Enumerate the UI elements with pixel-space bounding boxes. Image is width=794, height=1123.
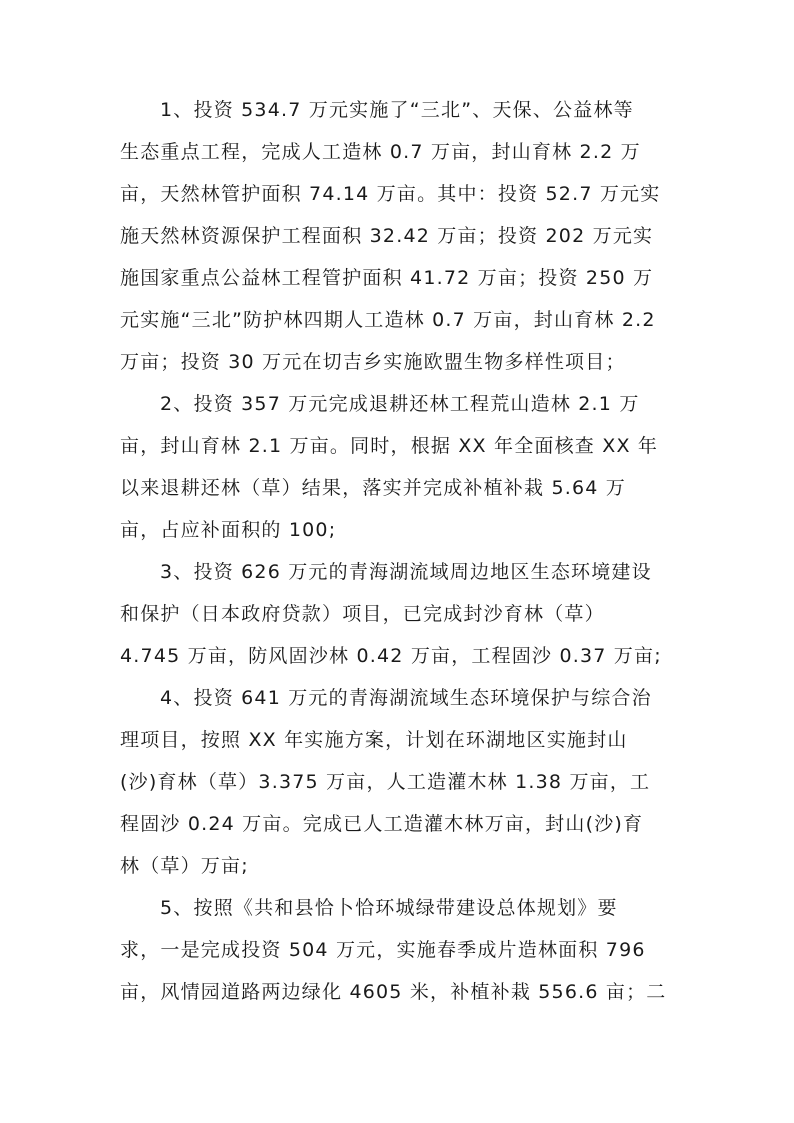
paragraph-2-line-1: 2、投资 357 万元完成退耕还林工程荒山造林 2.1 万: [160, 393, 640, 415]
paragraph-5-line-2: 求，一是完成投资 504 万元，实施春季成片造林面积 796: [120, 939, 646, 961]
paragraph-5-line-1: 5、按照《共和县恰卜恰环城绿带建设总体规划》要: [160, 897, 618, 919]
paragraph-4-line-1: 4、投资 641 万元的青海湖流域生态环境保护与综合治: [160, 687, 652, 709]
paragraph-3-line-2: 和保护（日本政府贷款）项目，已完成封沙育林（草）: [120, 603, 605, 625]
paragraph-1-line-1: 1、投资 534.7 万元实施了“三北”、天保、公益林等: [160, 99, 634, 121]
paragraph-3-line-3: 4.745 万亩，防风固沙林 0.42 万亩，工程固沙 0.37 万亩;: [120, 645, 662, 667]
paragraph-1-line-6: 元实施“三北”防护林四期人工造林 0.7 万亩，封山育林 2.2: [120, 309, 656, 331]
paragraph-2-line-2: 亩，封山育林 2.1 万亩。同时，根据 XX 年全面核查 XX 年: [120, 435, 659, 457]
paragraph-4-line-5: 林（草）万亩;: [120, 855, 249, 877]
paragraph-1-line-7: 万亩；投资 30 万元在切吉乡实施欧盟生物多样性项目；: [120, 351, 626, 373]
paragraph-4-line-3: (沙)育林（草）3.375 万亩，人工造灌木林 1.38 万亩，工: [120, 771, 651, 793]
paragraph-4-line-2: 理项目，按照 XX 年实施方案，计划在环湖地区实施封山: [120, 729, 628, 751]
paragraph-1-line-3: 亩，天然林管护面积 74.14 万亩。其中：投资 52.7 万元实: [120, 183, 661, 205]
paragraph-1-line-4: 施天然林资源保护工程面积 32.42 万亩；投资 202 万元实: [120, 225, 654, 247]
paragraph-1-line-5: 施国家重点公益林工程管护面积 41.72 万亩；投资 250 万: [120, 267, 654, 289]
paragraph-2-line-3: 以来退耕还林（草）结果，落实并完成补植补栽 5.64 万: [120, 477, 626, 499]
paragraph-2-line-4: 亩，占应补面积的 100;: [120, 519, 337, 541]
paragraph-3-line-1: 3、投资 626 万元的青海湖流域周边地区生态环境建设: [160, 561, 652, 583]
paragraph-4-line-4: 程固沙 0.24 万亩。完成已人工造灌木林万亩，封山(沙)育: [120, 813, 644, 835]
paragraph-5-line-3: 亩，风情园道路两边绿化 4605 米，补植补栽 556.6 亩；二: [120, 981, 667, 1003]
paragraph-1-line-2: 生态重点工程，完成人工造林 0.7 万亩，封山育林 2.2 万: [120, 141, 641, 163]
